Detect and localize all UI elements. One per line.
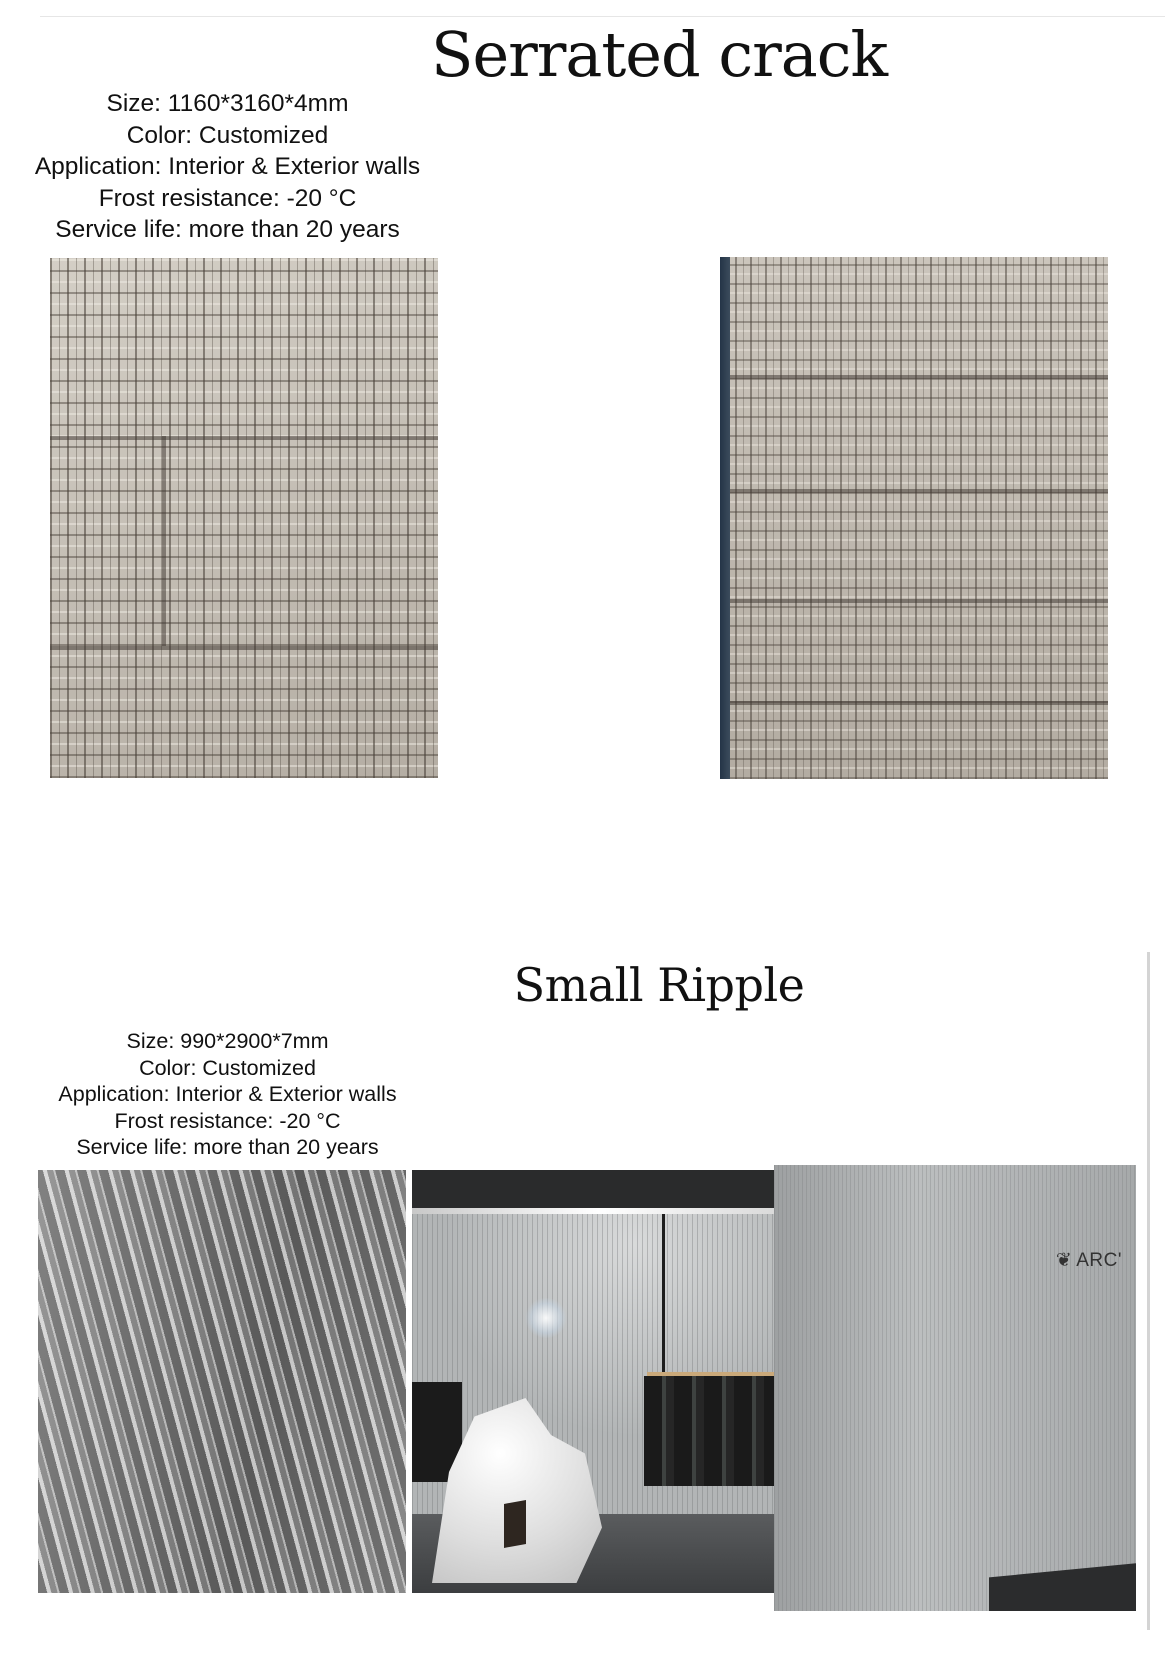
section-title-small-ripple: Small Ripple — [513, 958, 805, 1012]
store-interior-photo — [412, 1170, 784, 1593]
spec-size: Size: 990*2900*7mm — [126, 1029, 329, 1053]
spec-service-life: Service life: more than 20 years — [55, 216, 400, 243]
small-ripple-closeup-photo — [38, 1170, 406, 1593]
spec-frost-resistance: Frost resistance: -20 °C — [114, 1108, 341, 1133]
serrated-crack-wall-photo — [720, 257, 1108, 779]
spec-service-life: Service life: more than 20 years — [76, 1135, 379, 1159]
spec-color: Color: Customized — [126, 121, 329, 149]
right-border-line — [1147, 952, 1150, 1630]
spec-list-small-ripple — [50, 1028, 405, 1161]
serrated-crack-closeup-photo — [50, 258, 438, 778]
clothing-rack — [644, 1376, 776, 1486]
spec-application: Application: Interior & Exterior walls — [34, 153, 421, 180]
spec-list-serrated-crack — [20, 88, 435, 246]
store-wall-photo — [774, 1165, 1136, 1611]
top-rule — [40, 16, 1165, 17]
bird-logo-icon: ❦ — [1055, 1250, 1073, 1271]
spec-color: Color: Customized — [139, 1055, 316, 1080]
spec-size: Size: 1160*3160*4mm — [106, 90, 349, 117]
spec-application: Application: Interior & Exterior walls — [58, 1082, 397, 1106]
bird-logo-icon — [524, 1298, 568, 1338]
section-title-serrated-crack: Serrated crack — [430, 18, 888, 91]
store-sign: ❦ ARC' — [1055, 1250, 1122, 1271]
spec-frost-resistance: Frost resistance: -20 °C — [98, 184, 357, 212]
